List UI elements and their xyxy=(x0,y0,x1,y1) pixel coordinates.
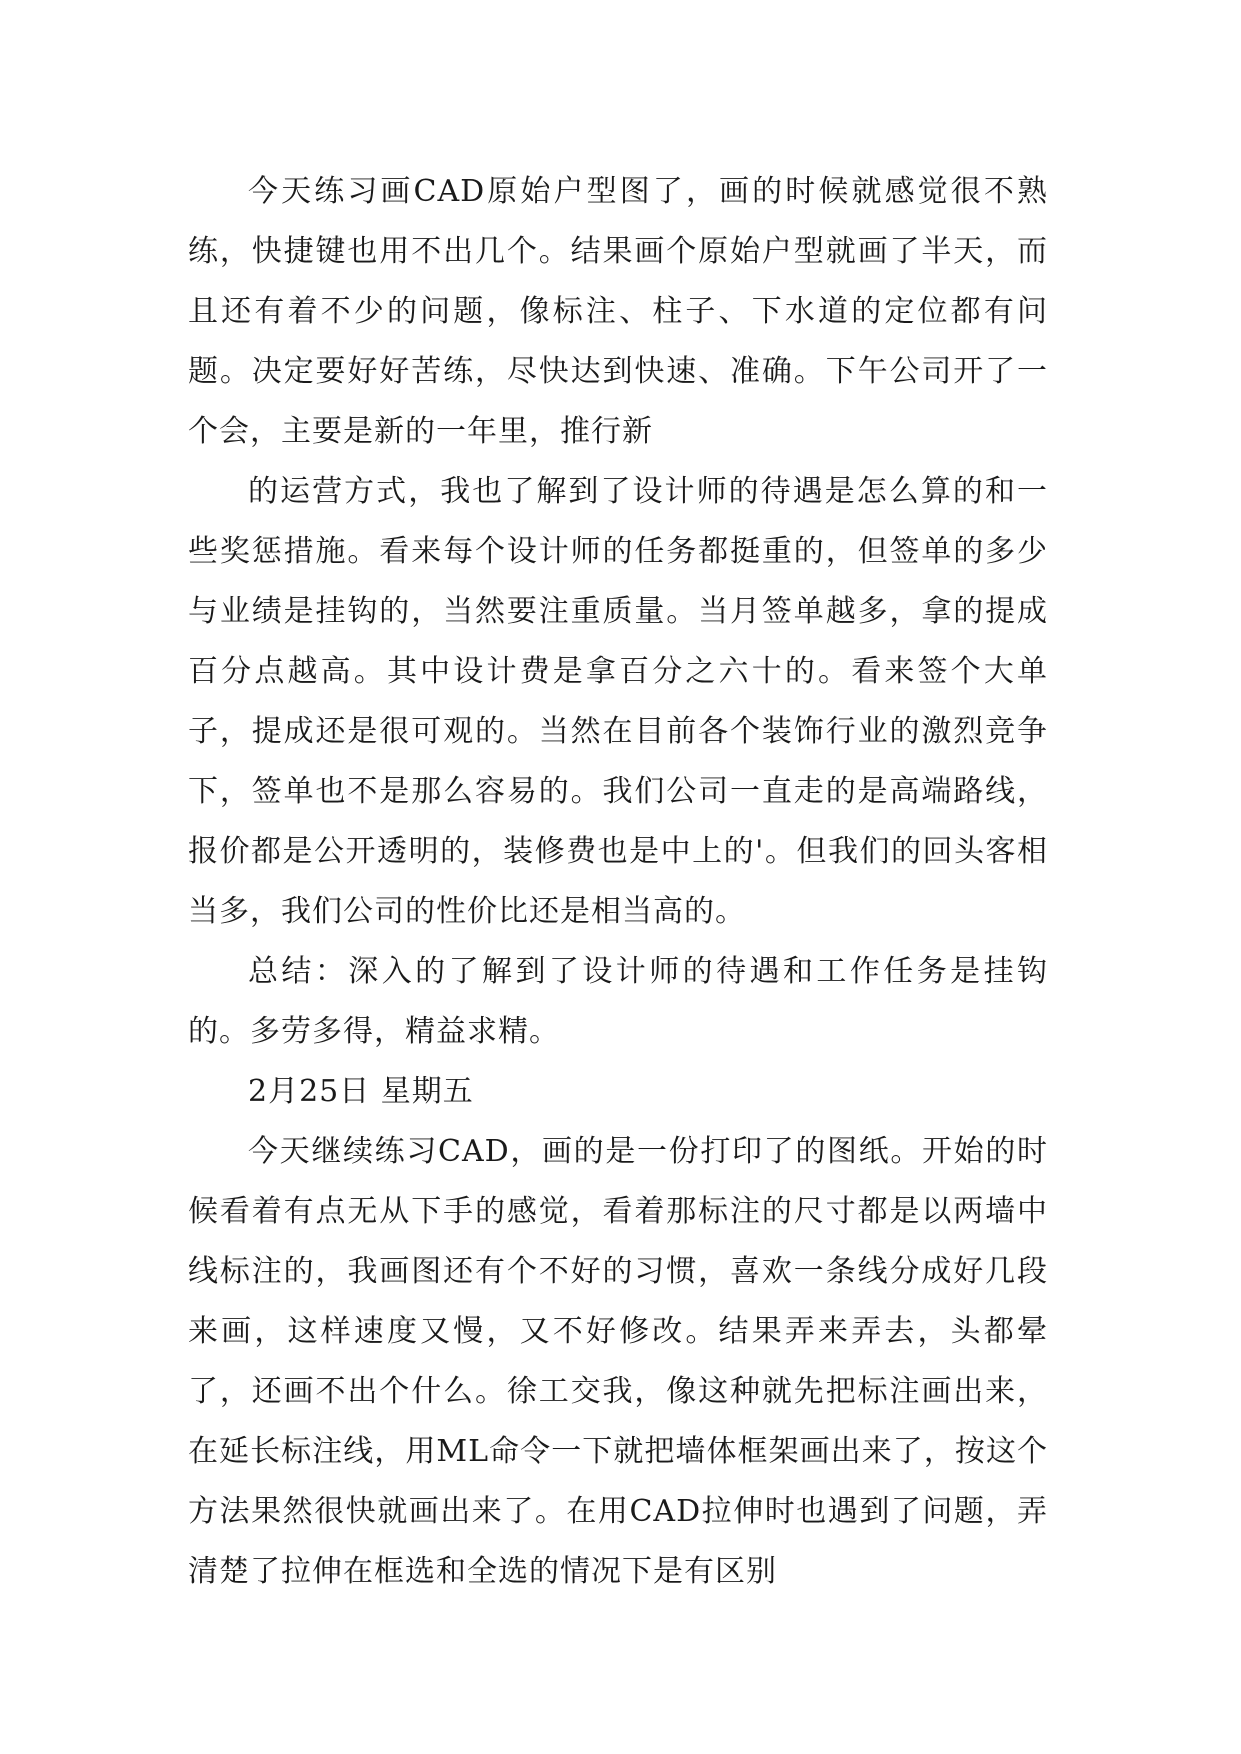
date-heading: 2月25日 星期五 xyxy=(248,1074,474,1109)
paragraph-summary: 总结：深入的了解到了设计师的待遇和工作任务是挂钩的。多劳多得，精益求精。 xyxy=(188,954,1048,1049)
paragraph-operation-method: 的运营方式，我也了解到了设计师的待遇是怎么算的和一些奖惩措施。看来每个设计师的任务都挺重的，但签单的多少与业绩是挂钩的，当然要注重质量。当月签单越多，拿的提成百分点越高。其中设计费是拿百分之六十的。看来签个大单子，提成还是很可观的。当然在目前各个装饰行业的激烈竞争下，签单也不是那么容易的。我们公司一直走的是高端路线，报价都是公开透明的，装修费也是中上的'。但我们的回头客相当多，我们公司的性价比还是相当高的。 xyxy=(188,474,1048,929)
paragraph-cad-practice: 今天练习画CAD原始户型图了，画的时候就感觉很不熟练，快捷键也用不出几个。结果画个原始户型就画了半天，而且还有着不少的问题，像标注、柱子、下水道的定位都有问题。决定要好好苦练，尽快达到快速、准确。下午公司开了一个会，主要是新的一年里，推行新 xyxy=(188,174,1048,449)
document-body xyxy=(188,162,1048,1602)
paragraph-continue-cad: 今天继续练习CAD，画的是一份打印了的图纸。开始的时候看着有点无从下手的感觉，看着那标注的尺寸都是以两墙中线标注的，我画图还有个不好的习惯，喜欢一条线分成好几段来画，这样速度又慢，又不好修改。结果弄来弄去，头都晕了，还画不出个什么。徐工交我，像这种就先把标注画出来，在延长标注线，用ML命令一下就把墙体框架画出来了，按这个方法果然很快就画出来了。在用CAD拉伸时也遇到了问题，弄清楚了拉伸在框选和全选的情况下是有区别 xyxy=(188,1134,1048,1589)
